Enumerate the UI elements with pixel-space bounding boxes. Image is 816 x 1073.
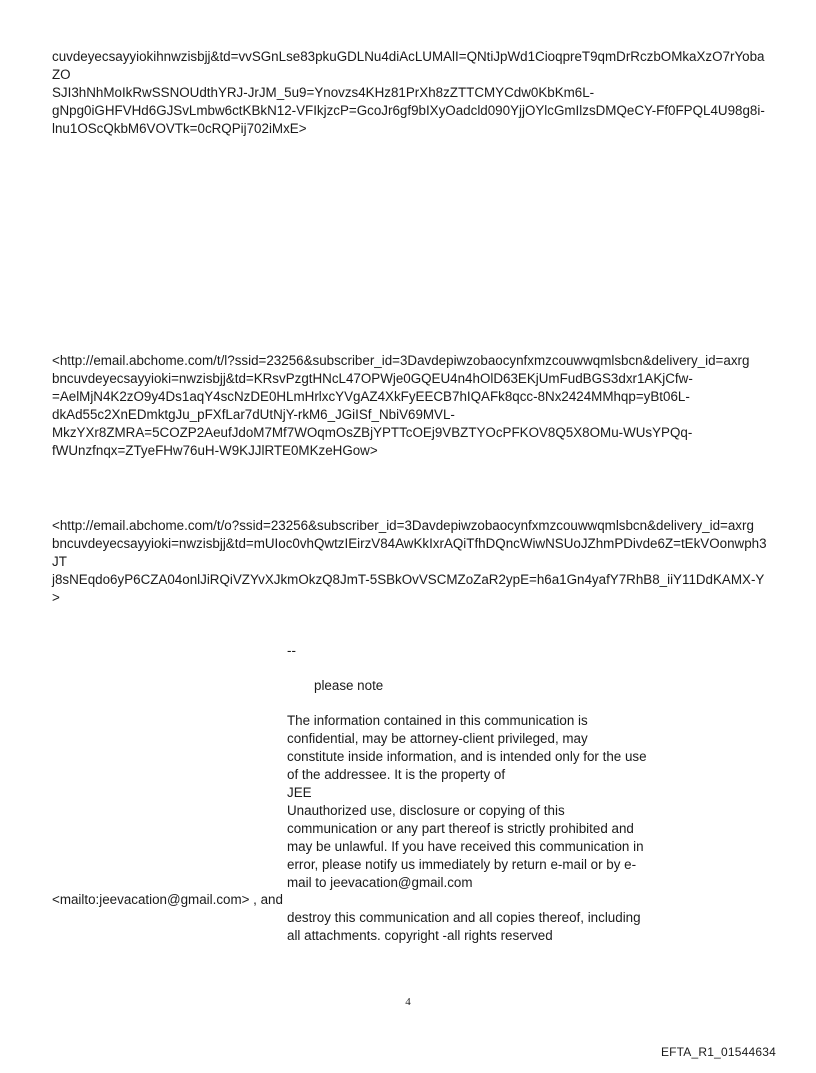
company-name: JEE xyxy=(287,785,312,800)
disclaimer-paragraph-3: destroy this communication and all copies thereof, including all attachments. copyright -all rights reserved xyxy=(287,910,641,943)
note-heading: please note xyxy=(314,678,384,693)
page-number: 4 xyxy=(405,996,411,1008)
tracking-url-block-3: <http://email.abchome.com/t/o?ssid=23256&subscriber_id=3Davdepiwzobaocynfxmzcouwwqmlsbcn&delivery_id=axrg bncuvdeyecsayyioki=nwzisbjj&td=mUIoc0vhQwtzIEirzV84AwKkIxrAQiTfhDQncWiwNSUoJZhmPDivde6Z=tEkVOonwph3JT j8sNEqdo6yP6CZA04onlJiRQiVZYvXJkmOkzQ8JmT-5SBkOvVSCMZoZaR2ypE=h6a1Gn4yafY7RhB8_iiY11DdKAMX-Y> xyxy=(52,518,767,605)
document-id-footer: EFTA_R1_01544634 xyxy=(660,1045,776,1059)
disclaimer-paragraph-1: The information contained in this communication is confidential, may be attorney-client privileged, may constitute inside information, and is intended only for the use of the addressee. It is the property of xyxy=(287,713,647,782)
confidentiality-disclaimer xyxy=(287,712,647,892)
tracking-url-block-2: <http://email.abchome.com/t/l?ssid=23256&subscriber_id=3Davdepiwzobaocynfxmzcouwwqmlsbcn&delivery_id=axrg bncuvdeyecsayyioki=nwzisbjj&td=KRsvPzgtHNcL47OPWje0GQEU4n4hOlD63EKjUmFudBGS3dxr1AKjCfw- =AelMjN4K2zO9y4Ds1aqY4scNzDE0HLmHrlxcYVgAZ4XkFyEECB7hIQAFk8qcc-8Nx2424MMhqp=yBt06L- dkAd55c2XnEDmktgJu_pFXfLar7dUtNjY-rkM6_JGiISf_NbiV69MVL- MkzYXr8ZMRA=5COZP2AeufJdoM7Mf7WOqmOsZBjYPTTcOEj9VBZTYOcPFKOV8Q5X8OMu-WUsYPQq- fWUnzfnqx=ZTyeFHw76uH-W9KJJlRTE0MKzeHGow> xyxy=(52,353,750,458)
signature-separator: -- xyxy=(287,643,296,658)
disclaimer-paragraph-2: Unauthorized use, disclosure or copying of this communication or any part thereof is strictly prohibited and may be unlawful. If you have received this communication in error, please notify us immediately by return e-mail or by e-mail to jeevacation@gmail.com xyxy=(287,803,644,890)
tracking-url-block-1: cuvdeyecsayyiokihnwzisbjj&td=vvSGnLse83pkuGDLNu4diAcLUMAlI=QNtiJpWd1CioqpreT9qmDrRczbOMkaXzO7rYobaZO SJI3hNhMoIkRwSSNOUdthYRJ-JrJM_5u9=Ynovzs4KHz81PrXh8zZTTCMYCdw0KbKm6L- gNpg0iGHFVHd6GJSvLmbw6ctKBkN12-VFIkjzcP=GcoJr6gf9bIXyOadcld090YjjOYlcGmIlzsDMQeCY-Ff0FPQL4U98g8i- lnu1OScQkbM6VOVTk=0cRQPij702iMxE> xyxy=(52,49,765,136)
mailto-link: <mailto:jeevacation@gmail.com> , and xyxy=(52,892,283,907)
